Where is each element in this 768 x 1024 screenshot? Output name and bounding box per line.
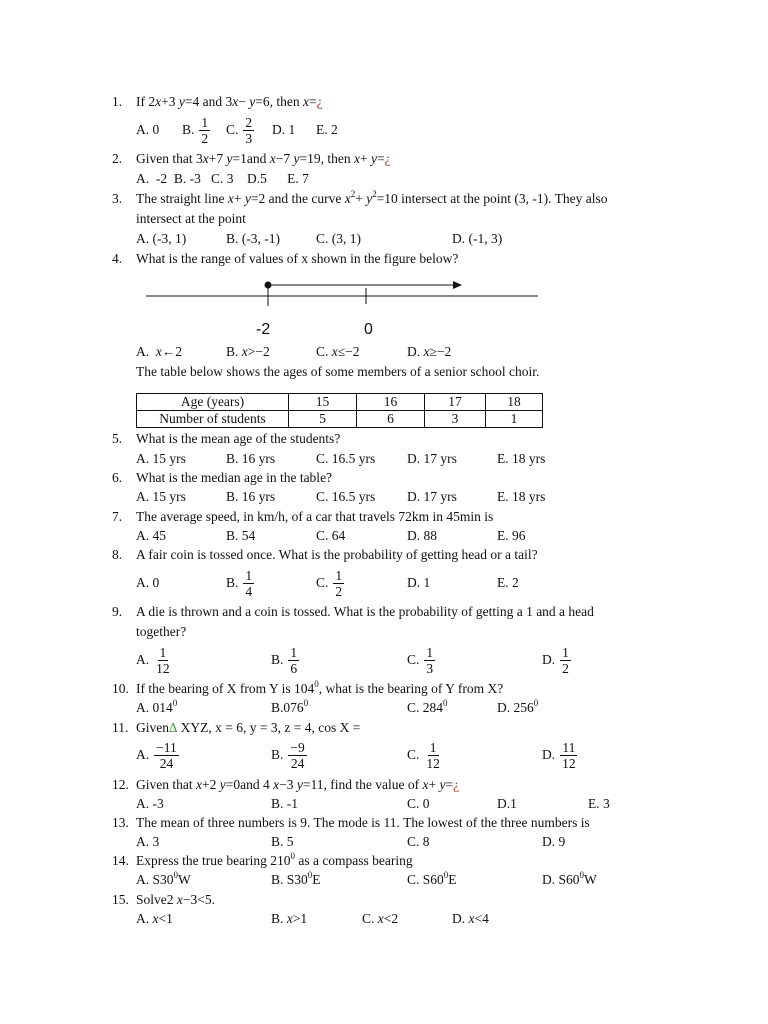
option-e: E. 2 bbox=[316, 122, 338, 137]
question-14-options bbox=[136, 872, 696, 888]
option-b: B. x>−2 bbox=[226, 344, 270, 359]
question-5-options bbox=[136, 451, 696, 467]
table-row bbox=[137, 394, 543, 411]
option-c: C. 0 bbox=[407, 796, 430, 811]
number-line-figure bbox=[140, 276, 545, 306]
question-text: Given that x+2 y=0and 4 x−3 y=11, find the value of x+ y=¿ bbox=[136, 777, 460, 792]
option-d: D. $\frac{1}{2}$ bbox=[542, 644, 569, 676]
option-b: B. $S30^0E$ bbox=[271, 870, 321, 887]
question-14 bbox=[112, 853, 413, 869]
question-text: Express the true bearing $210^0$ as a compass bearing bbox=[136, 851, 413, 868]
question-4-options bbox=[136, 344, 696, 360]
option-b: B. x>1 bbox=[271, 911, 308, 926]
question-15-options bbox=[136, 911, 696, 927]
question-text: If 2x+3 y=4 and 3x− y=6, then x=¿ bbox=[136, 94, 323, 109]
question-number: 1. bbox=[112, 94, 123, 109]
question-9-options bbox=[136, 642, 696, 678]
question-10-options bbox=[136, 700, 696, 716]
option-d: D. (-1, 3) bbox=[452, 231, 503, 246]
question-text: The straight line x+ y=2 and the curve $x^2+ y^2=10$ intersect at the point (3, -1). They also bbox=[136, 189, 608, 206]
option-a: A. 15 yrs bbox=[136, 451, 186, 466]
table-cell: 1 bbox=[486, 411, 543, 428]
arrow-head-icon bbox=[453, 281, 462, 289]
question-number: 3. bbox=[112, 191, 123, 206]
question-6 bbox=[112, 470, 332, 486]
option-d: D. x≥−2 bbox=[407, 344, 452, 359]
question-number: 8. bbox=[112, 547, 123, 562]
question-6-options bbox=[136, 489, 696, 505]
question-7 bbox=[112, 509, 493, 525]
question-11-options bbox=[136, 737, 696, 773]
option-d: D. 1 bbox=[407, 575, 431, 590]
question-number: 11. bbox=[112, 720, 129, 735]
number-line-label-minus-2: -2 bbox=[256, 321, 271, 338]
table-header-cell: Age (years) bbox=[137, 394, 289, 411]
table-cell: 5 bbox=[289, 411, 357, 428]
option-c: C. (3, 1) bbox=[316, 231, 361, 246]
option-b: B. $\frac{1}{4}$ bbox=[226, 567, 253, 599]
question-7-options bbox=[136, 528, 696, 544]
question-15 bbox=[112, 892, 215, 908]
option-e: E. 18 yrs bbox=[497, 489, 546, 504]
option-d: D. x<4 bbox=[452, 911, 489, 926]
option-a: A. $\frac{-11}{24}$ bbox=[136, 739, 177, 771]
table-header-cell: Number of students bbox=[137, 411, 289, 428]
option-d: D. $\frac{11}{12}$ bbox=[542, 739, 576, 771]
option-b: B. 16 yrs bbox=[226, 451, 276, 466]
question-3-line-2: intersect at the point bbox=[136, 211, 246, 226]
question-text: If the bearing of X from Y is $104^0$, what is the bearing of Y from X? bbox=[136, 679, 504, 696]
question-text: Given that 3x+7 y=1and x−7 y=19, then x+ y=¿ bbox=[136, 151, 391, 166]
table-row bbox=[137, 411, 543, 428]
question-3-options bbox=[136, 231, 696, 247]
question-12 bbox=[112, 777, 459, 793]
question-text: What is the median age in the table? bbox=[136, 470, 333, 485]
option-d: D. 9 bbox=[542, 834, 566, 849]
option-c: C. 16.5 yrs bbox=[316, 489, 376, 504]
option-d: D. 88 bbox=[407, 528, 437, 543]
option-b: B.076$^0$ bbox=[271, 698, 309, 715]
option-d: D. $256^0$ bbox=[497, 698, 539, 715]
ages-table bbox=[136, 393, 543, 428]
option-c: C. x<2 bbox=[362, 911, 399, 926]
option-c: C. $284^0$ bbox=[407, 698, 448, 715]
option-c: C. 16.5 yrs bbox=[316, 451, 376, 466]
question-9 bbox=[112, 604, 594, 620]
option-a: A. $\frac{1}{12}$ bbox=[136, 644, 170, 676]
table-cell: 17 bbox=[425, 394, 486, 411]
question-1 bbox=[112, 94, 323, 110]
table-intro: The table below shows the ages of some members of a senior school choir. bbox=[136, 364, 540, 379]
question-1-options bbox=[136, 112, 696, 148]
question-number: 6. bbox=[112, 470, 123, 485]
option-c: C. $\frac{2}{3}$ bbox=[226, 114, 253, 146]
option-a: A. -3 bbox=[136, 796, 164, 811]
option-c: C. x≤−2 bbox=[316, 344, 360, 359]
question-number: 2. bbox=[112, 151, 123, 166]
table-cell: 16 bbox=[357, 394, 425, 411]
question-number: 14. bbox=[112, 853, 129, 868]
question-text: What is the range of values of x shown in the figure below? bbox=[136, 251, 459, 266]
question-text: The mean of three numbers is 9. The mode is 11. The lowest of the three numbers is bbox=[136, 815, 590, 830]
question-3 bbox=[112, 191, 608, 207]
option-b: B. $\frac{1}{6}$ bbox=[271, 644, 298, 676]
triangle-icon: ∆ bbox=[169, 720, 178, 735]
option-a: A. x<1 bbox=[136, 911, 173, 926]
option-c: C. $\frac{1}{2}$ bbox=[316, 567, 343, 599]
option-a: A. 0 bbox=[136, 122, 160, 137]
question-text: What is the mean age of the students? bbox=[136, 431, 341, 446]
option-a: A. $S30^0W$ bbox=[136, 870, 191, 887]
question-number: 5. bbox=[112, 431, 123, 446]
option-c: C. $\frac{1}{12}$ bbox=[407, 739, 440, 771]
table-cell: 3 bbox=[425, 411, 486, 428]
question-number: 15. bbox=[112, 892, 129, 907]
option-a: A. 3 bbox=[136, 834, 160, 849]
option-a: A. x←2 bbox=[136, 344, 183, 359]
option-b: B. 54 bbox=[226, 528, 256, 543]
table-cell: 18 bbox=[486, 394, 543, 411]
question-13 bbox=[112, 815, 590, 831]
question-text: A die is thrown and a coin is tossed. What is the probability of getting a 1 and a head bbox=[136, 604, 594, 619]
question-text: Given∆ XYZ, x = 6, y = 3, z = 4, cos X = bbox=[136, 720, 361, 735]
question-2-options: A. -2 B. -3 C. 3 D.5 E. 7 bbox=[136, 171, 309, 186]
question-10 bbox=[112, 681, 503, 697]
question-13-options bbox=[136, 834, 696, 850]
option-d: D. 1 bbox=[272, 122, 296, 137]
option-e: E. 18 yrs bbox=[497, 451, 546, 466]
question-9-line-2: together? bbox=[136, 624, 187, 639]
question-number: 7. bbox=[112, 509, 123, 524]
option-d: D. 17 yrs bbox=[407, 451, 457, 466]
option-e: E. 2 bbox=[497, 575, 519, 590]
option-a: A. (-3, 1) bbox=[136, 231, 187, 246]
option-a: A. 45 bbox=[136, 528, 166, 543]
option-a: A. 0 bbox=[136, 575, 160, 590]
table-cell: 15 bbox=[289, 394, 357, 411]
question-number: 12. bbox=[112, 777, 129, 792]
option-e: E. 3 bbox=[588, 796, 610, 811]
option-c: C. $\frac{1}{3}$ bbox=[407, 644, 434, 676]
option-b: B. 5 bbox=[271, 834, 294, 849]
table-cell: 6 bbox=[357, 411, 425, 428]
question-12-options bbox=[136, 796, 696, 812]
option-b: B. (-3, -1) bbox=[226, 231, 280, 246]
question-8-options bbox=[136, 565, 696, 601]
option-b: B. $\frac{-9}{24}$ bbox=[271, 739, 305, 771]
question-text: A fair coin is tossed once. What is the probability of getting head or a tail? bbox=[136, 547, 538, 562]
question-text: The average speed, in km/h, of a car that travels 72km in 45min is bbox=[136, 509, 494, 524]
question-number: 10. bbox=[112, 681, 129, 696]
question-8 bbox=[112, 547, 538, 563]
option-d: D.1 bbox=[497, 796, 517, 811]
option-a: A. 15 yrs bbox=[136, 489, 186, 504]
question-text: Solve2 x−3<5. bbox=[136, 892, 215, 907]
option-b: B. 16 yrs bbox=[226, 489, 276, 504]
option-d: D. $S60^0W$ bbox=[542, 870, 597, 887]
question-5 bbox=[112, 431, 340, 447]
option-a: A. $014^0$ bbox=[136, 698, 178, 715]
question-number: 4. bbox=[112, 251, 123, 266]
question-4 bbox=[112, 251, 458, 267]
option-c: C. 64 bbox=[316, 528, 346, 543]
question-2 bbox=[112, 151, 391, 167]
option-d: D. 17 yrs bbox=[407, 489, 457, 504]
question-number: 9. bbox=[112, 604, 123, 619]
option-b: B. -1 bbox=[271, 796, 298, 811]
question-11 bbox=[112, 720, 360, 736]
question-number: 13. bbox=[112, 815, 129, 830]
option-c: C. 8 bbox=[407, 834, 430, 849]
option-e: E. 96 bbox=[497, 528, 526, 543]
number-line-label-zero: 0 bbox=[364, 321, 373, 338]
option-b: B. $\frac{1}{2}$ bbox=[182, 114, 209, 146]
option-c: C. $S60^0E$ bbox=[407, 870, 457, 887]
